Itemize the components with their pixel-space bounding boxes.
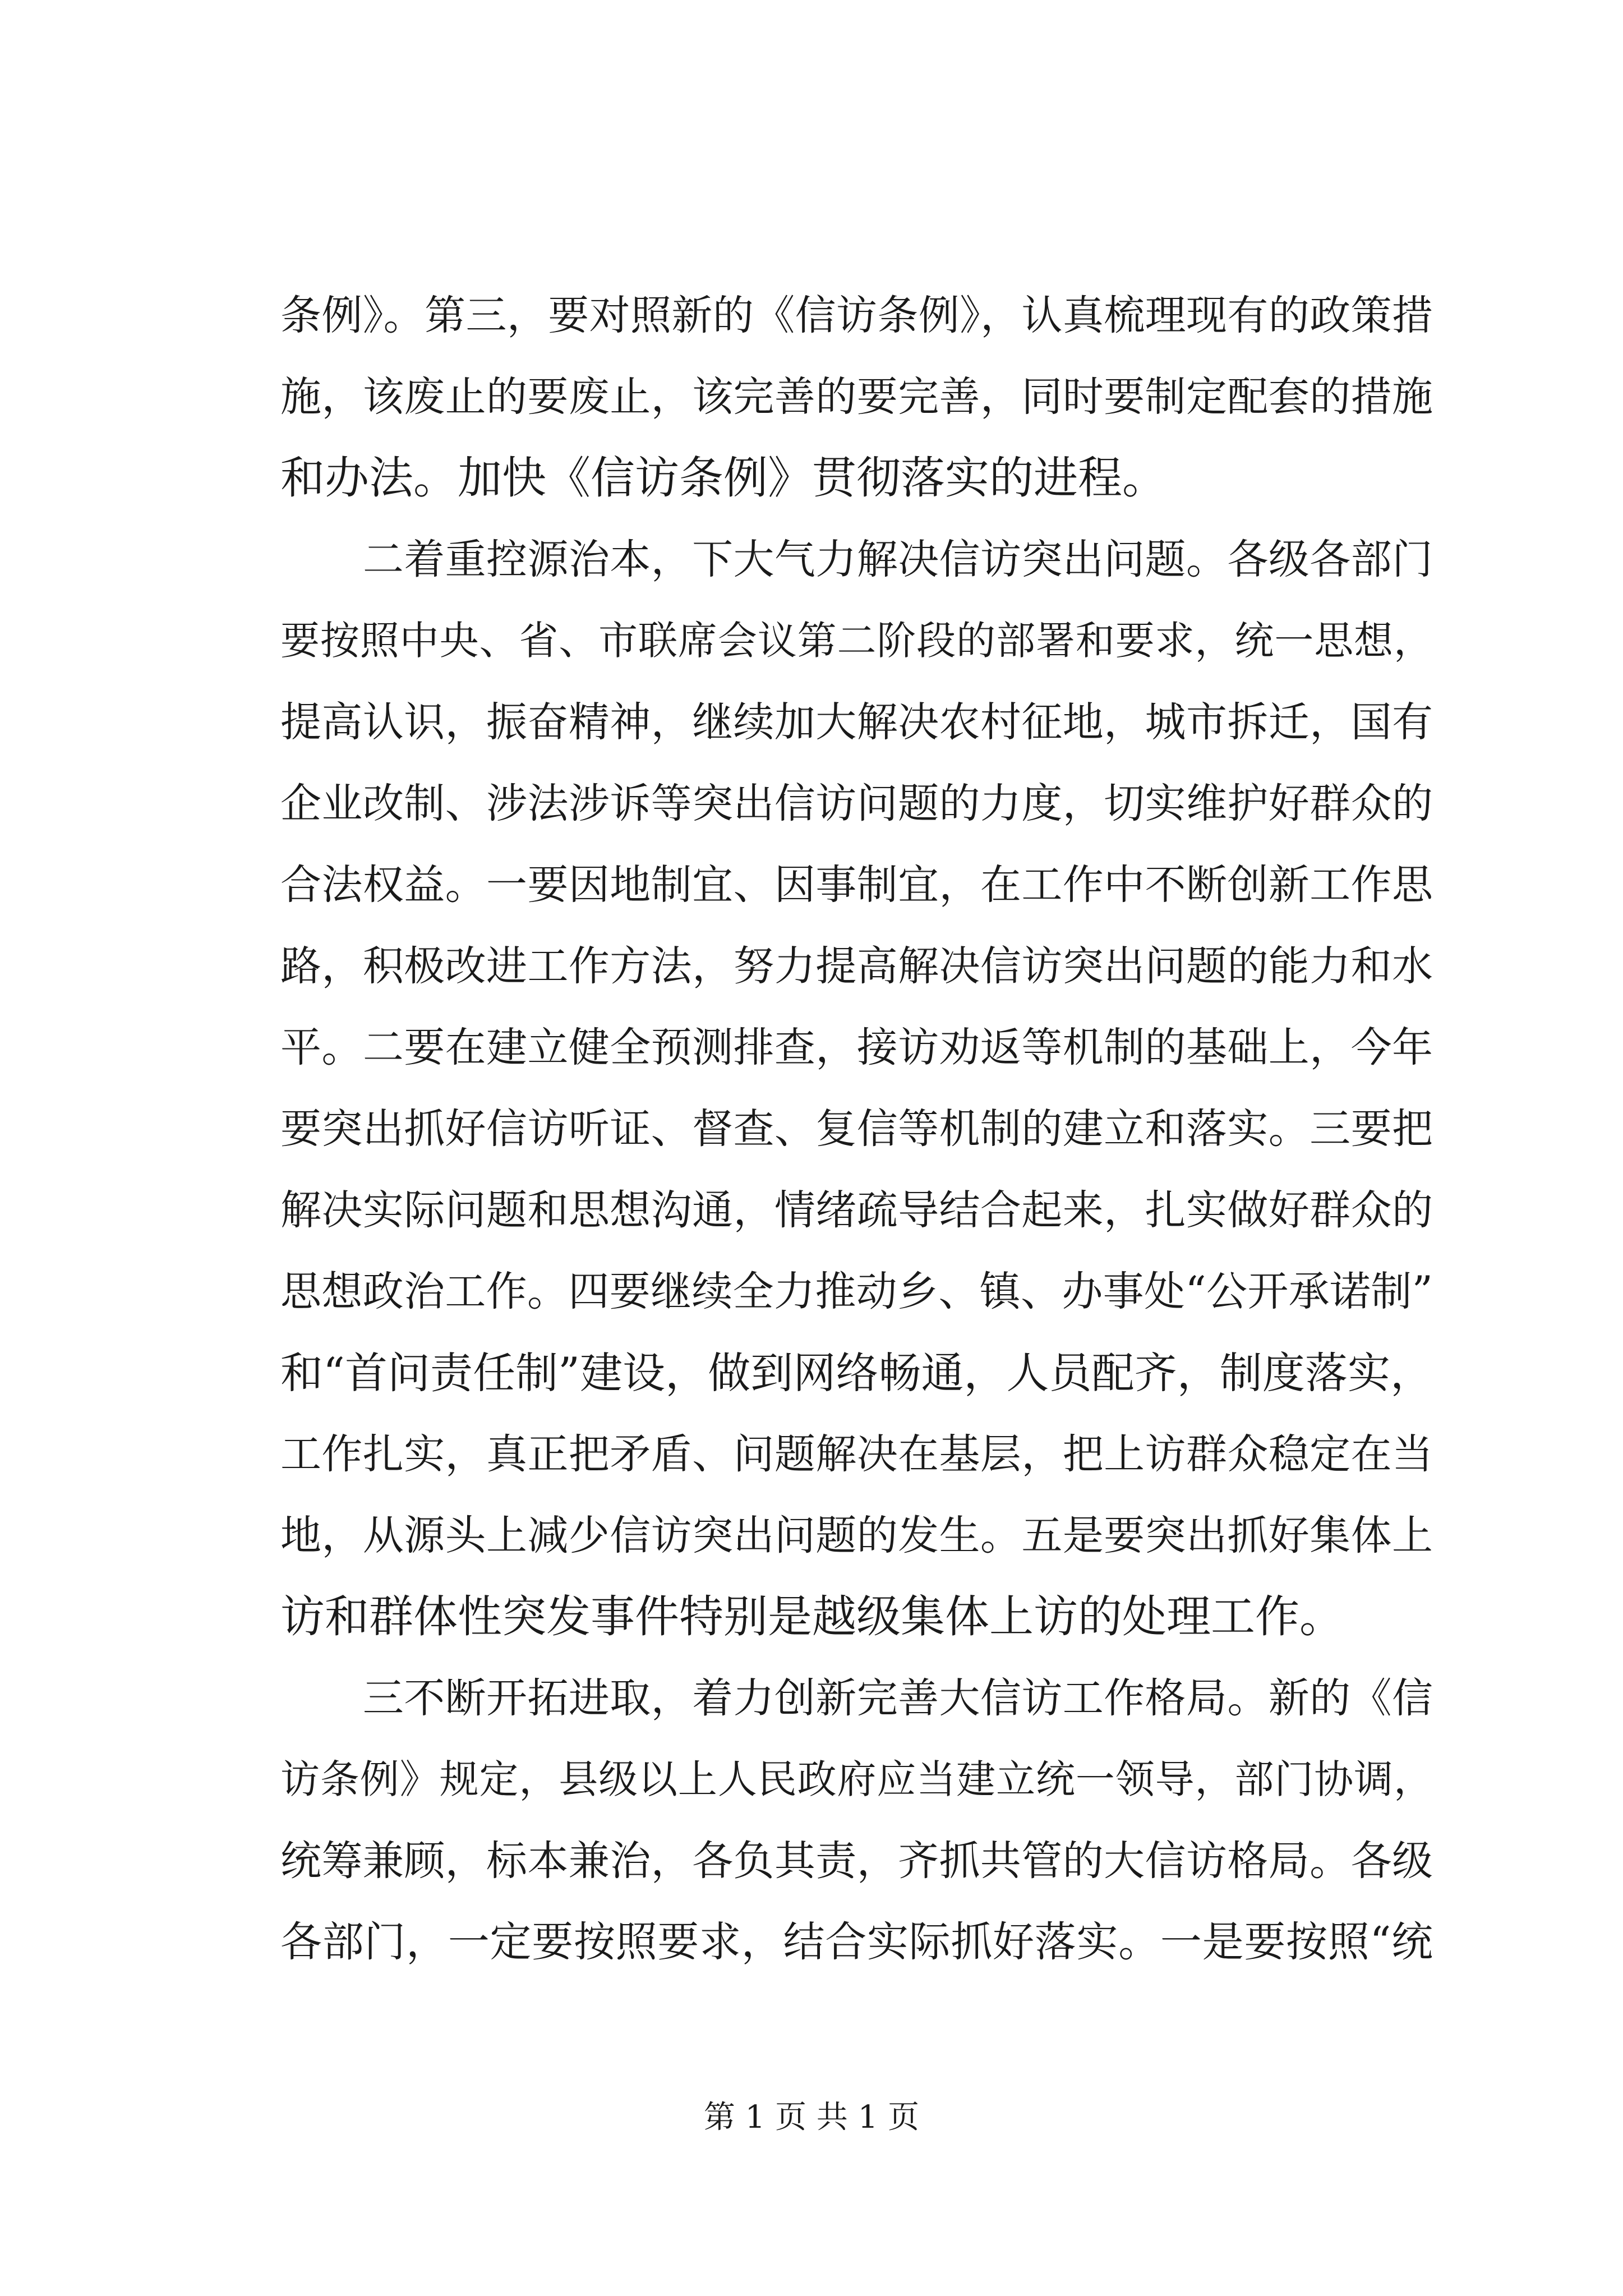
text-line-3: 和办法。加快《信访条例》贯彻落实的进程。 [280, 452, 1166, 504]
text-line-14: 和“首问责任制”建设，做到网络畅通，人员配齐，制度落实， [280, 1348, 1433, 1398]
text-line-1: 条例》。第三，要对照新的《信访条例》，认真梳理现有的政策措 [280, 292, 1433, 339]
text-line-5: 要按照中央、省、市联席会议第二阶段的部署和要求，统一思想， [280, 618, 1433, 664]
text-line-2: 施，该废止的要废止，该完善的要完善，同时要制定配套的措施 [280, 373, 1433, 421]
text-line-10: 平。二要在建立健全预测排查，接访劝返等机制的基础上，今年 [280, 1024, 1433, 1071]
text-line-7: 企业改制、涉法涉诉等突出信访问题的力度，切实维护好群众的 [280, 780, 1433, 827]
page-footer: 第 1 页 共 1 页 [703, 2099, 920, 2136]
text-line-18: 三不断开拓进取，着力创新完善大信访工作格局。新的《信 [280, 1674, 1433, 1722]
text-line-17: 访和群体性突发事件特别是越级集体上访的处理工作。 [280, 1591, 1344, 1642]
text-line-21: 各部门，一定要按照要求，结合实际抓好落实。一是要按照“统 [280, 1918, 1433, 1966]
text-line-4: 二着重控源治本，下大气力解决信访突出问题。各级各部门 [280, 536, 1433, 583]
text-line-19: 访条例》规定，县级以上人民政府应当建立统一领导，部门协调， [280, 1756, 1433, 1802]
text-line-11: 要突出抓好信访听证、督查、复信等机制的建立和落实。三要把 [280, 1105, 1433, 1153]
text-line-16: 地，从源头上减少信访突出问题的发生。五是要突出抓好集体上 [280, 1512, 1433, 1559]
text-line-6: 提高认识，振奋精神，继续加大解决农村征地，城市拆迁，国有 [280, 698, 1433, 746]
body-text [280, 275, 1433, 1983]
text-line-20: 统筹兼顾，标本兼治，各负其责，齐抓共管的大信访格局。各级 [280, 1837, 1433, 1885]
text-line-12: 解决实际问题和思想沟通，情绪疏导结合起来，扎实做好群众的 [280, 1186, 1433, 1234]
text-line-8: 合法权益。一要因地制宜、因事制宜，在工作中不断创新工作思 [280, 861, 1433, 909]
text-line-9: 路，积极改进工作方法，努力提高解决信访突出问题的能力和水 [280, 942, 1433, 990]
text-line-15: 工作扎实，真正把矛盾、问题解决在基层，把上访群众稳定在当 [280, 1430, 1433, 1478]
text-line-13: 思想政治工作。四要继续全力推动乡、镇、办事处“公开承诺制” [280, 1268, 1433, 1315]
